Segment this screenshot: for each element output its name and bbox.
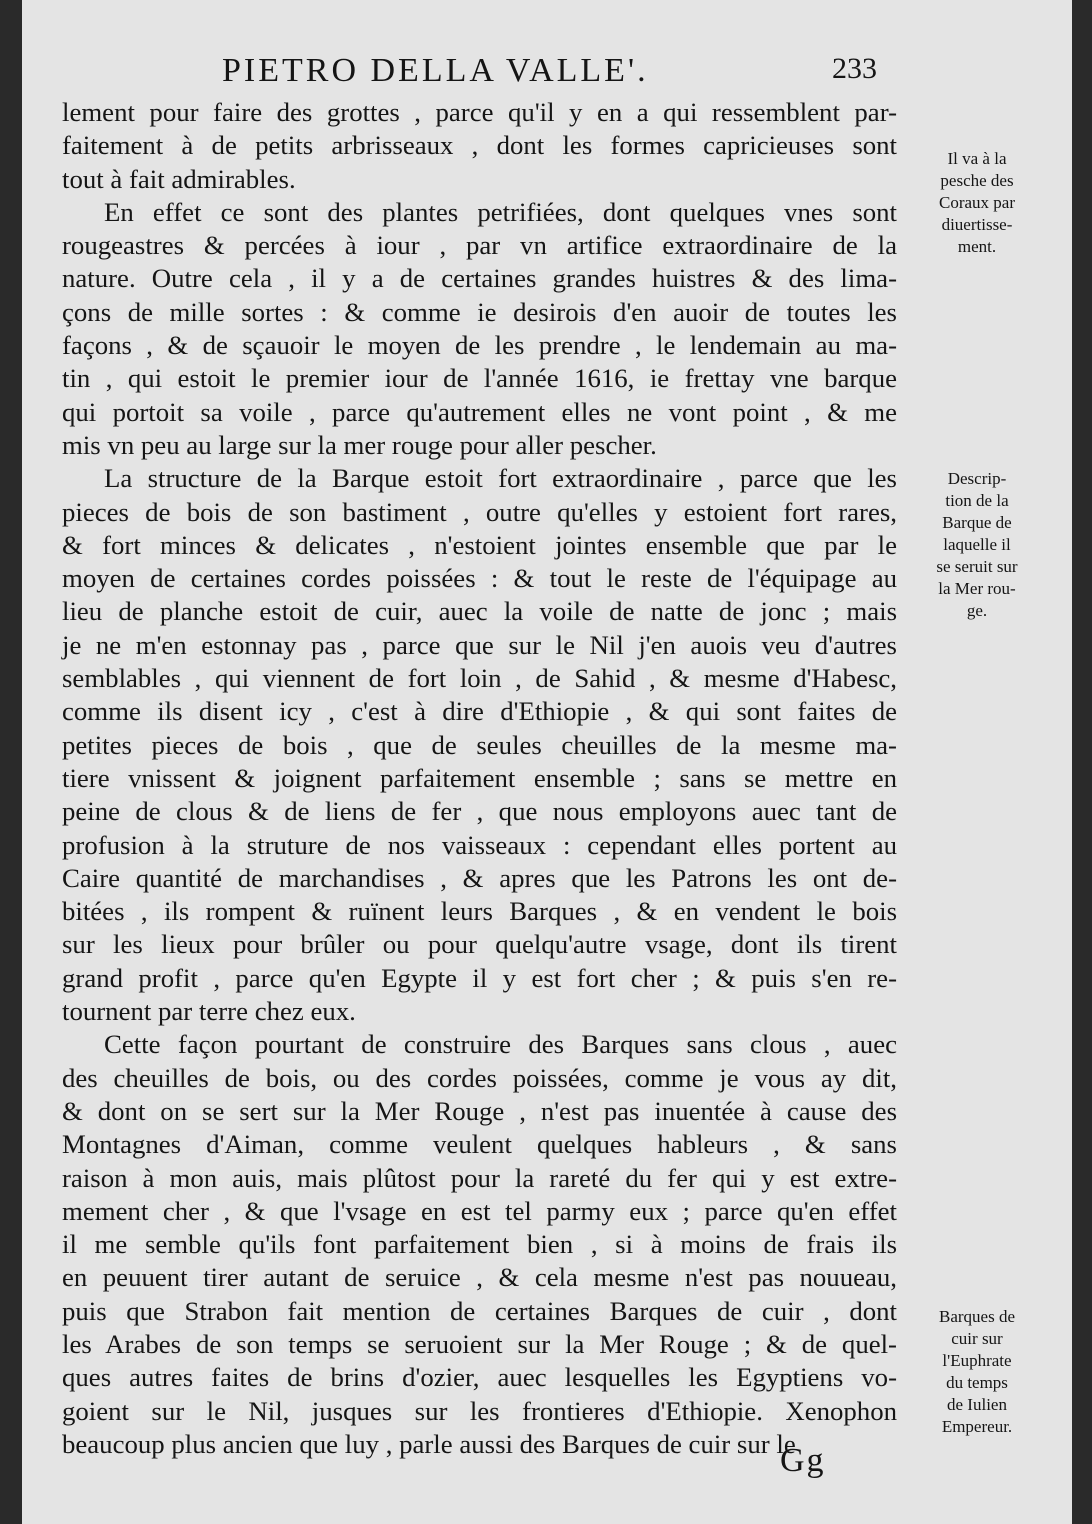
text-line: nature. Outre cela , il y a de certaines grandes huistres & des lima- — [62, 263, 897, 294]
paragraph — [62, 96, 897, 196]
text-line: les Arabes de son temps se seruoient sur la Mer Rouge ; & de quel- — [62, 1328, 897, 1359]
running-head: PIETRO DELLA VALLE'. — [222, 52, 649, 89]
text-line: semblables , qui viennent de fort loin , de Sahid , & mesme d'Habesc, — [62, 663, 897, 694]
sidenote-line: Barque de — [942, 513, 1012, 532]
sidenote-line: Barques de — [938, 1307, 1015, 1326]
sidenote-line: se seruit sur — [936, 557, 1018, 576]
text-line: bitées , ils rompent & ruïnent leurs Barques , & en vendent le bois — [62, 896, 897, 927]
text-line: tiere vnissent & joignent parfaitement ensemble ; sans se mettre en — [62, 762, 897, 793]
text-line: lieu de planche estoit de cuir, auec la voile de natte de jonc ; mais — [62, 596, 897, 627]
sidenote-leather-boats — [907, 1306, 1047, 1438]
signature-mark: Gg — [780, 1442, 826, 1479]
paragraph — [62, 1028, 897, 1461]
sidenote-boat-description — [907, 468, 1047, 622]
sidenote-line: ge. — [966, 601, 988, 620]
text-line: mis vn peu au large sur la mer rouge pour aller pescher. — [62, 429, 657, 460]
text-line: façons , & de sçauoir le moyen de les prendre , le lendemain au ma- — [62, 330, 897, 361]
text-line: & dont on se sert sur la Mer Rouge , n'est pas inuentée à cause des — [62, 1095, 897, 1126]
sidenote-line: la Mer rou- — [938, 579, 1016, 598]
text-line: & fort minces & delicates , n'estoient jointes ensemble que par le — [62, 529, 897, 560]
text-line: mement cher , & que l'vsage en est tel parmy eux ; parce qu'en effet — [62, 1195, 897, 1226]
sidenote-coral-fishing — [907, 148, 1047, 258]
text-line: lement pour faire des grottes , parce qu'il y en a qui ressemblent par- — [62, 97, 897, 127]
text-line: je ne m'en estonnay pas , parce que sur le Nil j'en auois veu d'autres — [62, 629, 897, 660]
sidenote-line: Coraux par — [938, 193, 1015, 212]
text-line: des cheuilles de bois, ou des cordes poissées, comme je vous ay dit, — [62, 1062, 897, 1093]
page-number: 233 — [832, 52, 877, 85]
text-line: en peuuent tirer autant de seruice , & cela mesme n'est pas nouueau, — [62, 1262, 897, 1293]
text-line: beaucoup plus ancien que luy , parle aussi des Barques de cuir sur le — [62, 1428, 796, 1459]
text-line: tout à fait admirables. — [62, 163, 296, 194]
sidenote-line: diuertisse- — [941, 215, 1013, 234]
text-line: Cette façon pourtant de construire des Barques sans clous , auec — [104, 1029, 897, 1060]
text-line: ques autres faites de brins d'ozier, auec lesquelles les Egyptiens vo- — [62, 1362, 897, 1393]
text-line: sur les lieux pour brûler ou pour quelqu'autre vsage, dont ils tirent — [62, 929, 897, 960]
text-line: profusion à la struture de nos vaisseaux : cependant elles portent au — [62, 829, 897, 860]
paragraph — [62, 196, 897, 462]
sidenote-line: l'Euphrate — [942, 1351, 1012, 1370]
sidenote-line: cuir sur — [951, 1329, 1003, 1348]
sidenote-line: Il va à la — [947, 149, 1007, 168]
sidenote-line: ment. — [957, 237, 997, 256]
sidenote-line: Empereur. — [941, 1417, 1013, 1436]
text-line: petites pieces de bois , que de seules cheuilles de la mesme ma- — [62, 729, 897, 760]
text-line: peine de clous & de liens de fer , que nous employons auec tant de — [62, 796, 897, 827]
text-line: goient sur le Nil, jusques sur les frontieres d'Ethiopie. Xenophon — [62, 1395, 897, 1426]
text-line: puis que Strabon fait mention de certaines Barques de cuir , dont — [62, 1295, 897, 1326]
main-text — [62, 96, 897, 1461]
paragraph — [62, 462, 897, 1028]
text-line: La structure de la Barque estoit fort extraordinaire , parce que les — [104, 463, 897, 494]
sidenote-line: laquelle il — [943, 535, 1011, 554]
text-line: Caire quantité de marchandises , & apres que les Patrons les ont de- — [62, 862, 897, 893]
text-line: pieces de bois de son bastiment , outre qu'elles y estoient fort rares, — [62, 496, 897, 527]
sidenote-line: pesche des — [940, 171, 1014, 190]
text-line: tournent par terre chez eux. — [62, 996, 356, 1027]
sidenote-line: de Iulien — [947, 1395, 1007, 1414]
page-header — [22, 52, 1072, 92]
text-line: grand profit , parce qu'en Egypte il y est fort cher ; & puis s'en re- — [62, 962, 897, 993]
text-line: Montagnes d'Aiman, comme veulent quelques hableurs , & sans — [62, 1129, 897, 1160]
text-line: rougeastres & percées à iour , par vn artifice extraordinaire de la — [62, 230, 897, 261]
text-line: il me semble qu'ils font parfaitement bien , si à moins de frais ils — [62, 1229, 897, 1260]
book-page — [22, 0, 1072, 1524]
text-line: comme ils disent icy , c'est à dire d'Ethiopie , & qui sont faites de — [62, 696, 897, 727]
sidenote-line: tion de la — [945, 491, 1009, 510]
text-line: raison à mon auis, mais plûtost pour la rareté du fer qui y est extre- — [62, 1162, 897, 1193]
sidenote-line: du temps — [946, 1373, 1008, 1392]
text-line: çons de mille sortes : & comme ie desirois d'en auoir de toutes les — [62, 296, 897, 327]
sidenote-line: Descrip- — [947, 469, 1007, 488]
text-line: En effet ce sont des plantes petrifiées, dont quelques vnes sont — [104, 196, 897, 227]
text-line: faitement à de petits arbrisseaux , dont les formes capricieuses sont — [62, 130, 897, 161]
text-line: moyen de certaines cordes poissées : & tout le reste de l'équipage au — [62, 563, 897, 594]
text-line: tin , qui estoit le premier iour de l'année 1616, ie frettay vne barque — [62, 363, 897, 394]
text-line: qui portoit sa voile , parce qu'autrement elles ne vont point , & me — [62, 396, 897, 427]
